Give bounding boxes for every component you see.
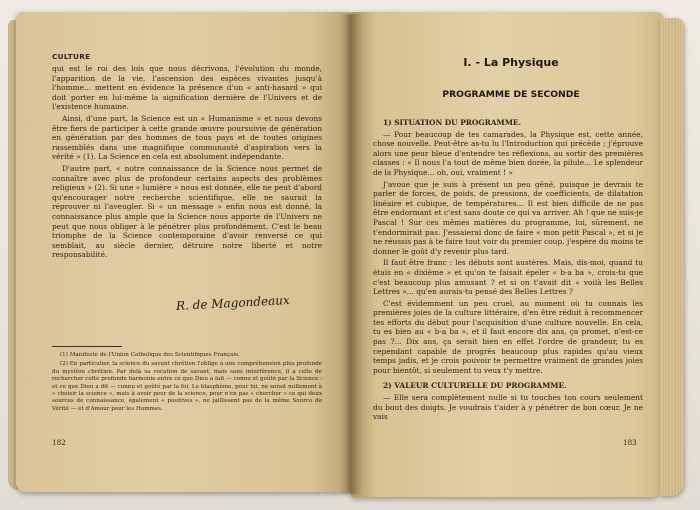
page-number-left: 182 (52, 438, 66, 447)
open-book (8, 4, 692, 504)
footnote: (1) Manifeste de l'Union Catholique des Scientifiques Français. (60, 352, 240, 358)
right-paragraph: C'est évidemment un peu cruel, au moment où tu connais les premières joies de la culture littéraire, d'en être réduit à recommencer tes efforts du début pour l'acquisition d'une culture nouvelle. En cela, tu es bien au « b-a ba », et il faut encore dix ans, ça promet, n'est-ce pas ?... Dix ans, ça serait bien en effet l'ordre de grandeur, tu es cependant capable de progrès beaucoup plus rapides qu'au vieux temps jadis, et je crois pouvoir te permettre vraiment de grandes joies pour bientôt, si seulement tu veux t'y mettre. (373, 298, 643, 375)
section-1-title: 1) SITUATION DU PROGRAMME. (383, 118, 522, 127)
footnote-rule (52, 346, 122, 347)
left-paragraph: D'autre part, « notre connaissance de la Science nous permet de connaître avec plus de profondeur certains aspects des problèmes religieux » (2). Si une « lumière » nous est donnée, elle ne peut d'abord qu'encourager notre recherche scientifique, elle ne saurait la réprouver ni l'aveugler. Si « un message » enfin nous est donné, la connaissance plus ample que la Science nous apporte de l'Univers ne peut que nous obliger à le pénétrer plus profondément. C'est le beau triomphe de la Science contemporaine d'avoir renversé ce qui semblait, au siècle dernier, détruire notre liberté et notre responsabilité. (52, 163, 322, 260)
right-paragraph: — Elle sera complètement nulle si tu touches ton cours seulement du bout des doigts. Je voudrais t'aider à y pénétrer de bon cœur. Je ne vais (373, 393, 643, 422)
running-head: CULTURE (52, 52, 91, 61)
footnote: (2) En particulier, la science du savant chrétien l'oblige à une compréhension plus profonde du mystère chrétien. Par delà sa vocation de savant, mais sans interférence, il a celle de rechercher cette profonde harmonie entre ce que Dieu a fait — connu et goûté par la Science : et ce que Dieu a dit — connu et goûté par la foi. Le blasphème, pour lui, ne serait nullement à « choisir la science », mais à avoir peur de la science, pour n'en pas « chercher » ce qui deux sources de connaissance, également « positives », ne jaillissent pas de la même Source de Vérité — et d'Amour pour les Hommes. (52, 361, 322, 412)
right-page-edges (660, 18, 684, 496)
footnotes (52, 352, 322, 415)
left-paragraph: Ainsi, d'une part, la Science est un « Humanisme » et nous devons être fiers de participer à cette grande œuvre poursuivie de génération en génération par des hommes de tous pays et de toutes origines rassemblés dans une magnifique communauté d'aspiration vers la vérité » (1). La Science en cela est absolument indépendante. (52, 113, 322, 162)
right-page (351, 12, 663, 497)
right-paragraph: J'avoue que je suis à présent un peu gêné, puisque je devrais te parler de forces, de poids, de pressions, de coefficients, de dilatation linéaire et cubique, de températures... Il est bien difficile de ne pas être endormant et c'est sans doute ce qui va arriver. Ah ! que ne suis-je Pascal ! Sur ces mêmes matières du programme, lui, sûrement, ne t'endormirait pas. J'essaierai donc de faire « mon petit Pascal », et si je ne réussis pas à te faire tout voir du premier coup, j'espère du moins te donner le goût d'y revenir plus tard. (373, 179, 643, 256)
section-2-title: 2) VALEUR CULTURELLE DU PROGRAMME. (383, 381, 567, 391)
right-paragraph: — Pour beaucoup de tes camarades, la Physique est, cette année, chose nouvelle. Peut-être as-tu lu l'Introduction qui précède ; j'éprouve alors une peur bleue d'entendre tes réflexions, au sortir des premières classes : « Il nous l'a tout de même bien dorée, la pilule... Le splendeur de la Physique... oh, oui, vraiment ! » (373, 129, 643, 177)
left-page (16, 12, 351, 492)
section-heading: PROGRAMME DE SECONDE (442, 89, 580, 100)
right-body-text (373, 118, 643, 424)
right-paragraph: Il faut être franc : les débuts sont austères. Mais, dis-moi, quand tu étais en « dixième » et qu'on te faisait épeler « b-a ba », crois-tu que c'est beaucoup plus amusant ? et si on t'avait dit « voilà les Belles Lettres »... qu'en aurais-tu pensé des Belles Lettres ? (373, 258, 643, 297)
page-number-right: 183 (623, 438, 637, 447)
left-paragraph: qui est le roi des lois que nous décrivons, l'évolution du monde, l'apparition de la vie, l'ascension des espèces vivantes jusqu'à l'homme... mettent en évidence la présence d'un « anti-hasard » qui doit porter en lui-même la signification dernière de l'Univers et de l'existence humaine. (52, 64, 322, 112)
chapter-heading: I. - La Physique (463, 56, 559, 69)
left-body-text (52, 64, 322, 262)
author-signature: R. de Magondeaux (175, 293, 291, 313)
